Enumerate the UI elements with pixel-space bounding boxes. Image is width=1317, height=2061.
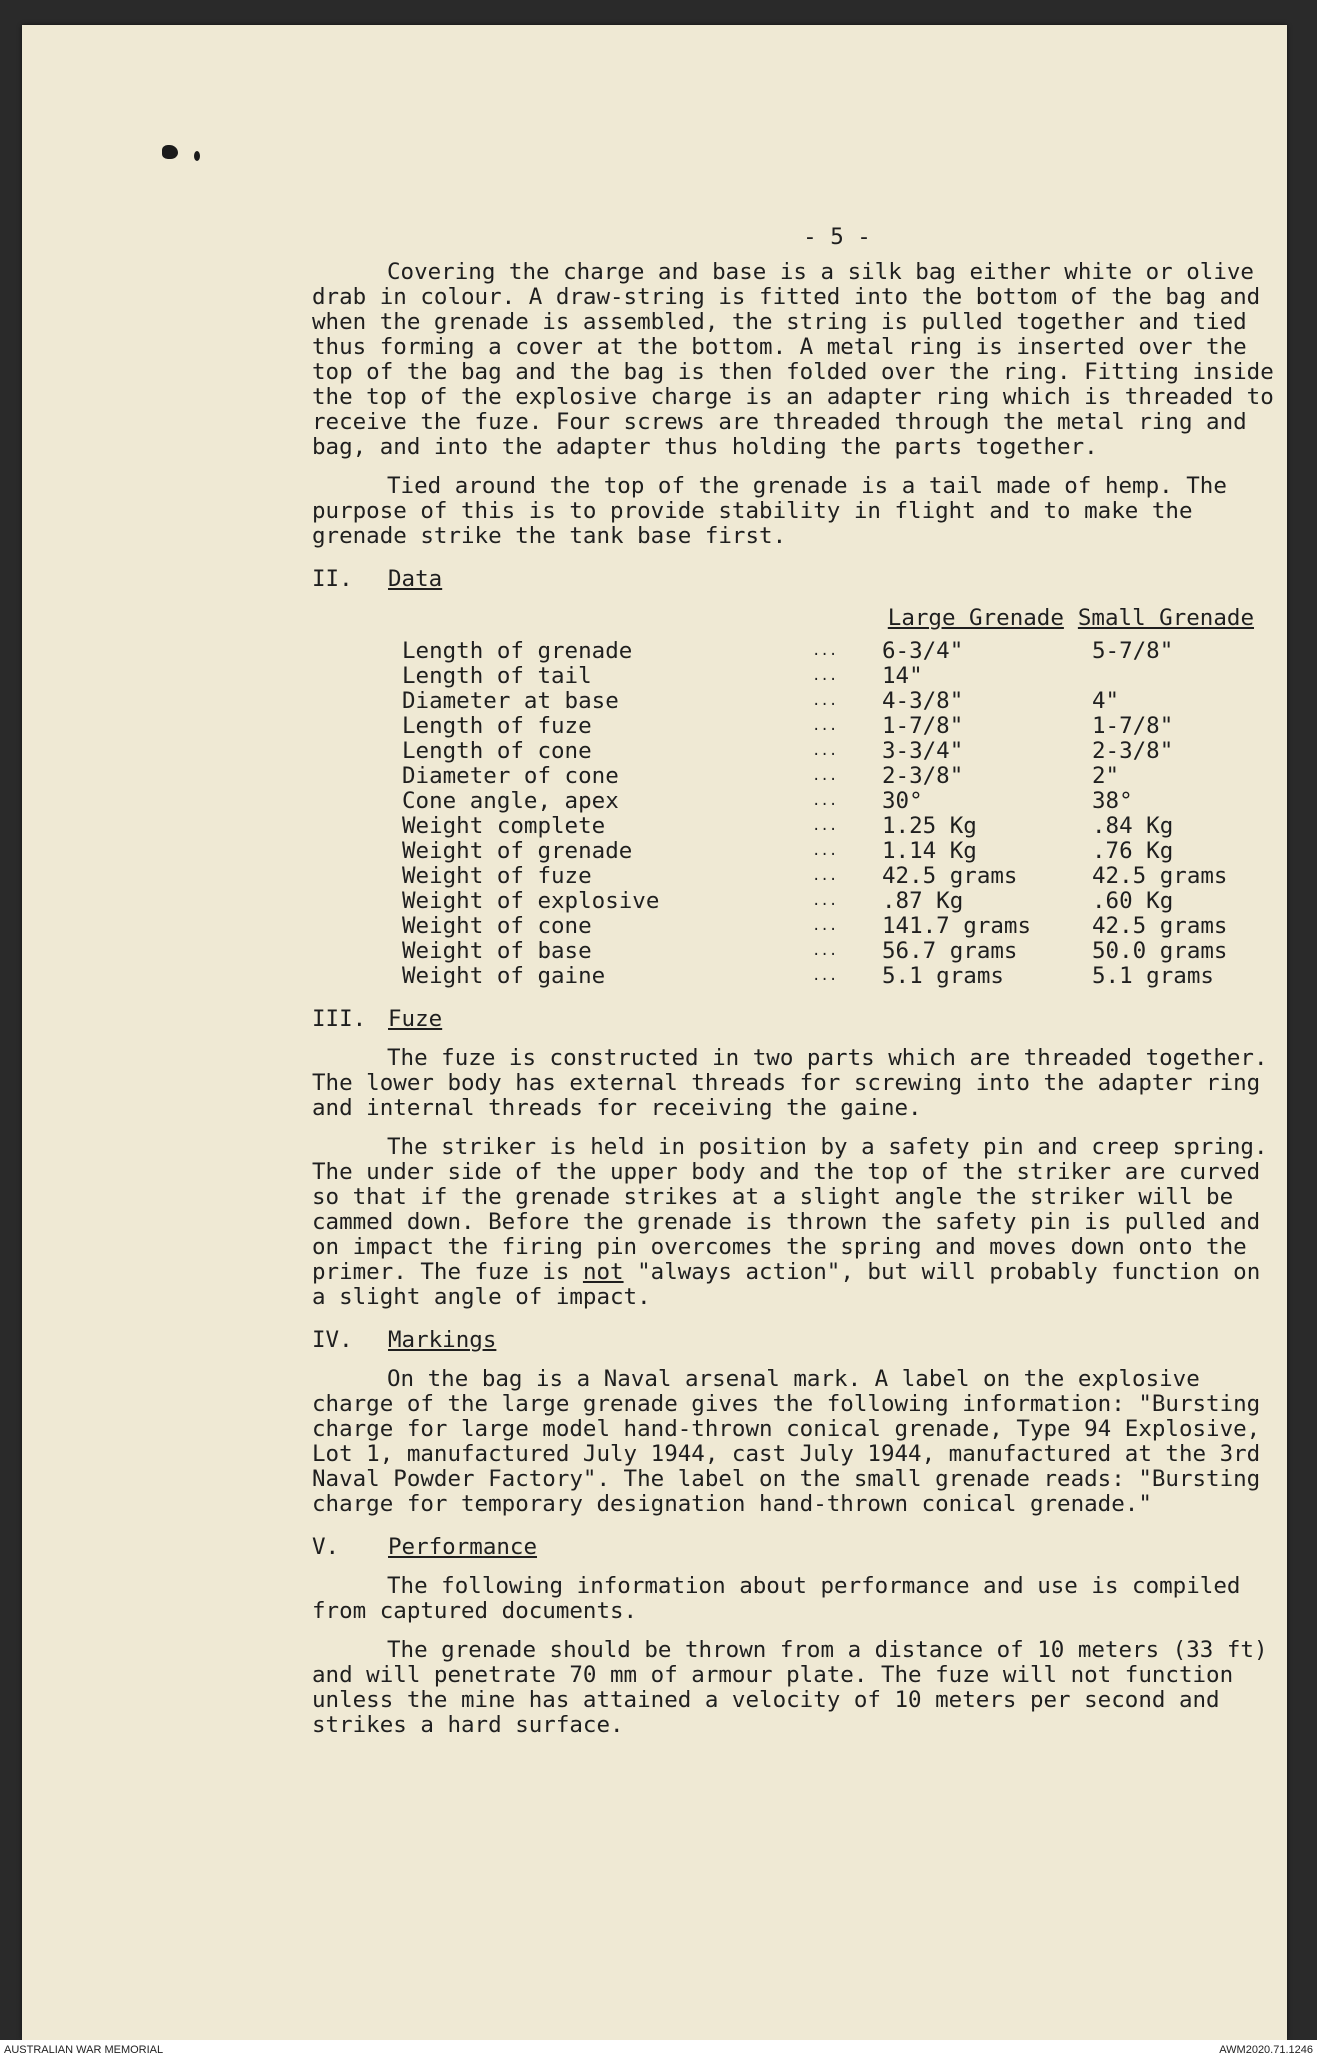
row-label: Length of grenade — [402, 638, 633, 664]
row-large-value: 3-3/4" — [882, 738, 964, 764]
section-number: IV. — [312, 1327, 353, 1353]
paragraph-performance-details: The grenade should be thrown from a distance of 10 meters (33 ft) and will penetrate 70 mm of armour plate. The fuze will not function unless the mine has attained a velocity of 10 meters per second and strikes a hard surface. — [312, 1637, 1268, 1738]
section-title: Performance — [388, 1534, 538, 1560]
row-label: Weight of base — [402, 938, 592, 964]
section-title: Fuze — [388, 1006, 443, 1032]
row-large-value: .87 Kg — [882, 888, 964, 914]
row-large-value: 5.1 grams — [882, 963, 1004, 989]
data-table-row — [402, 764, 1242, 789]
row-large-value: 30° — [882, 788, 923, 814]
page-number: - 5 - — [803, 224, 871, 250]
paragraph-performance-source: The following information about performance and use is compiled from captured documents. — [312, 1573, 1241, 1624]
row-label: Weight of cone — [402, 913, 592, 939]
paragraph-tail: Tied around the top of the grenade is a tail made of hemp. The purpose of this is to provide stability in flight and to make the grenade strike the tank base first. — [312, 473, 1227, 549]
section-title: Markings — [388, 1327, 497, 1353]
row-large-value: 6-3/4" — [882, 638, 964, 664]
row-leader-dots: ... — [812, 818, 838, 834]
row-large-value: 2-3/8" — [882, 763, 964, 789]
text-span: "always action", but will probably function on a slight angle of impact. — [312, 1259, 1261, 1310]
data-table-row — [402, 789, 1242, 814]
section-title: Data — [388, 566, 443, 592]
data-table-row — [402, 639, 1242, 664]
row-leader-dots: ... — [812, 768, 838, 784]
underlined-word: not — [582, 1259, 624, 1285]
archive-footer — [0, 2040, 1317, 2061]
row-small-value: 38° — [1092, 788, 1133, 814]
data-table-row — [402, 964, 1242, 989]
data-table — [402, 639, 1242, 989]
data-table-row — [402, 664, 1242, 689]
row-small-value: 2-3/8" — [1092, 738, 1174, 764]
row-label: Weight of fuze — [402, 863, 592, 889]
section-number: III. — [312, 1006, 367, 1032]
section-heading-data — [312, 567, 1282, 592]
row-small-value: 4" — [1092, 688, 1120, 714]
row-large-value: 42.5 grams — [882, 863, 1018, 889]
row-label: Diameter at base — [402, 688, 619, 714]
row-label: Length of tail — [402, 663, 592, 689]
data-table-row — [402, 914, 1242, 939]
row-label: Diameter of cone — [402, 763, 619, 789]
row-small-value: 42.5 grams — [1092, 863, 1228, 889]
row-large-value: 4-3/8" — [882, 688, 964, 714]
row-leader-dots: ... — [812, 943, 838, 959]
data-table-row — [402, 889, 1242, 914]
row-large-value: 1.14 Kg — [882, 838, 977, 864]
paragraph-silk-bag: Covering the charge and base is a silk bag either white or olive drab in colour. A draw-string is fitted into the bottom of the bag and when the grenade is assembled, the string is pulled together and tied thus forming a cover at the bottom. A metal ring is inserted over the top of the bag and the bag is then folded over the ring. Fitting inside the top of the explosive charge is an adapter ring which is threaded to receive the fuze. Four screws are threaded through the metal ring and bag, and into the adapter thus holding the parts together. — [312, 259, 1274, 460]
footer-accession-number: AWM2020.71.1246 — [1219, 2044, 1313, 2056]
row-leader-dots: ... — [812, 743, 838, 759]
row-label: Cone angle, apex — [402, 788, 619, 814]
section-number: II. — [312, 566, 353, 592]
row-small-value: .60 Kg — [1092, 888, 1174, 914]
section-heading-performance — [312, 1535, 1282, 1560]
ink-blot — [162, 145, 178, 159]
section-number: V. — [312, 1534, 340, 1560]
paragraph-markings: On the bag is a Naval arsenal mark. A label on the explosive charge of the large grenade gives the following information: "Bursting charge for large model hand-thrown conical grenade, Type 94 Explosive, Lot 1, manufactured July 1944, cast July 1944, manufactured at the 3rd Naval Powder Factory". The label on the small grenade reads: "Bursting charge for temporary designation hand-thrown conical grenade." — [312, 1366, 1261, 1517]
row-leader-dots: ... — [812, 668, 838, 684]
row-label: Weight of gaine — [402, 963, 606, 989]
row-small-value: 2" — [1092, 763, 1120, 789]
row-leader-dots: ... — [812, 968, 838, 984]
row-leader-dots: ... — [812, 793, 838, 809]
data-table-header — [312, 606, 1254, 631]
row-label: Length of cone — [402, 738, 592, 764]
row-large-value: 141.7 grams — [882, 913, 1032, 939]
data-table-row — [402, 864, 1242, 889]
document-body — [312, 225, 1282, 1752]
data-table-row — [402, 839, 1242, 864]
row-small-value: 5-7/8" — [1092, 638, 1174, 664]
row-large-value: 14" — [882, 663, 923, 689]
row-large-value: 1-7/8" — [882, 713, 964, 739]
row-leader-dots: ... — [812, 893, 838, 909]
ink-blot-small — [194, 151, 200, 161]
row-label: Weight complete — [402, 813, 606, 839]
data-table-row — [402, 939, 1242, 964]
row-small-value: .84 Kg — [1092, 813, 1174, 839]
footer-institution: AUSTRALIAN WAR MEMORIAL — [4, 2044, 164, 2056]
data-table-row — [402, 814, 1242, 839]
row-leader-dots: ... — [812, 918, 838, 934]
row-small-value: 5.1 grams — [1092, 963, 1214, 989]
paragraph-fuze-striker — [312, 1135, 1282, 1310]
row-label: Weight of explosive — [402, 888, 660, 914]
row-large-value: 56.7 grams — [882, 938, 1018, 964]
row-small-value: .76 Kg — [1092, 838, 1174, 864]
data-table-row — [402, 689, 1242, 714]
paragraph-fuze-construction: The fuze is constructed in two parts which are threaded together. The lower body has external threads for screwing into the adapter ring and internal threads for receiving the gaine. — [312, 1045, 1268, 1121]
row-large-value: 1.25 Kg — [882, 813, 977, 839]
row-leader-dots: ... — [812, 868, 838, 884]
row-leader-dots: ... — [812, 643, 838, 659]
row-small-value — [1092, 664, 1242, 689]
row-label: Length of fuze — [402, 713, 592, 739]
document-page — [22, 25, 1287, 2040]
column-header-large: Large Grenade — [887, 605, 1064, 631]
row-leader-dots: ... — [812, 693, 838, 709]
row-small-value: 42.5 grams — [1092, 913, 1228, 939]
data-table-row — [402, 739, 1242, 764]
row-leader-dots: ... — [812, 718, 838, 734]
row-label: Weight of grenade — [402, 838, 633, 864]
row-leader-dots: ... — [812, 843, 838, 859]
text-span: The striker is held in position by a safety pin and creep spring. The under side of the upper body and the top of the striker are curved so that if the grenade strikes at a slight angle the striker will be cammed down. Before the grenade is thrown the safety pin is pulled and on impact the firing pin overcomes the spring and moves down onto the primer. The fuze is — [312, 1134, 1268, 1285]
section-heading-fuze — [312, 1007, 1282, 1032]
column-header-small: Small Grenade — [1077, 605, 1254, 631]
section-heading-markings — [312, 1328, 1282, 1353]
data-table-row — [402, 714, 1242, 739]
row-small-value: 50.0 grams — [1092, 938, 1228, 964]
row-small-value: 1-7/8" — [1092, 713, 1174, 739]
